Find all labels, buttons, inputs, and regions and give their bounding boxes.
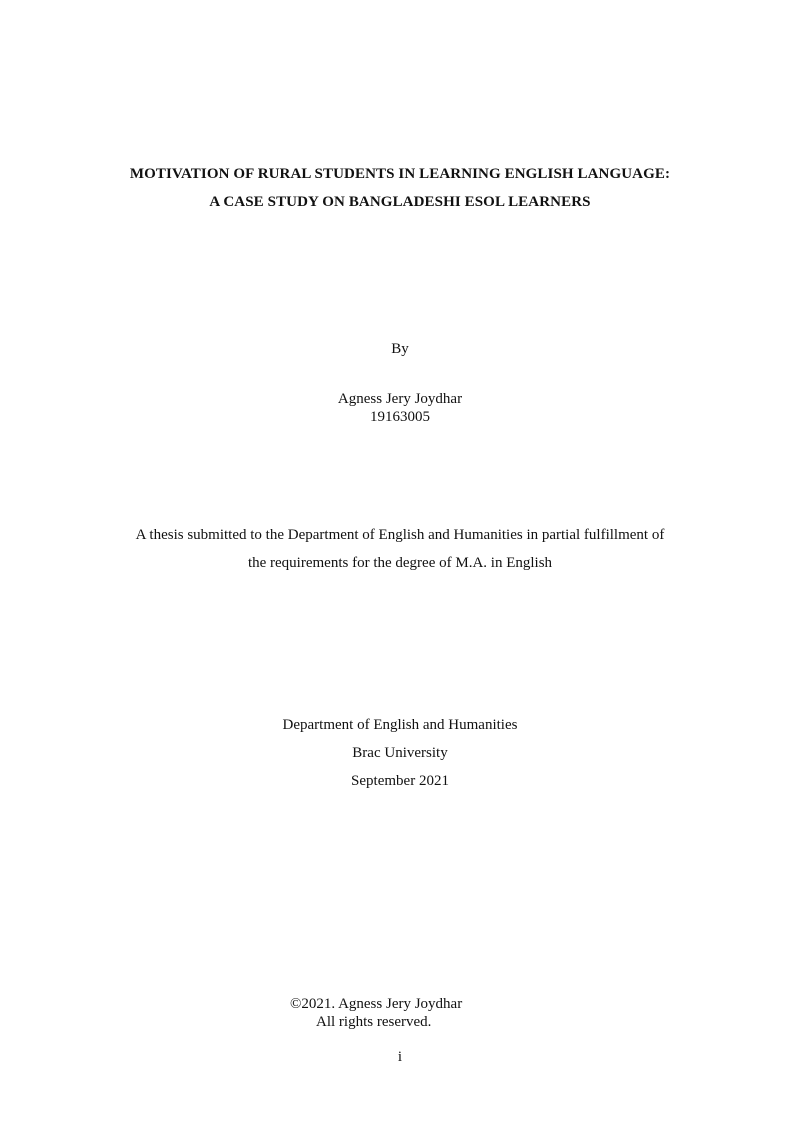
thesis-title-line-1: MOTIVATION OF RURAL STUDENTS IN LEARNING ENGLISH LANGUAGE:: [129, 166, 671, 182]
submission-date: September 2021: [351, 773, 449, 789]
copyright-notice: ©2021. Agness Jery Joydhar: [290, 996, 463, 1012]
author-name: Agness Jery Joydhar: [337, 391, 463, 407]
university-name: Brac University: [352, 745, 448, 761]
department-name: Department of English and Humanities: [282, 717, 518, 733]
student-id: 19163005: [370, 409, 430, 425]
thesis-title-line-2: A CASE STUDY ON BANGLADESHI ESOL LEARNERS: [209, 194, 591, 210]
thesis-statement-line-1: A thesis submitted to the Department of English and Humanities in partial fulfillment of: [135, 527, 665, 543]
by-label: By: [391, 341, 409, 357]
thesis-statement-line-2: the requirements for the degree of M.A. in English: [247, 555, 553, 571]
rights-reserved: All rights reserved.: [316, 1014, 432, 1030]
page-number: i: [397, 1049, 403, 1065]
